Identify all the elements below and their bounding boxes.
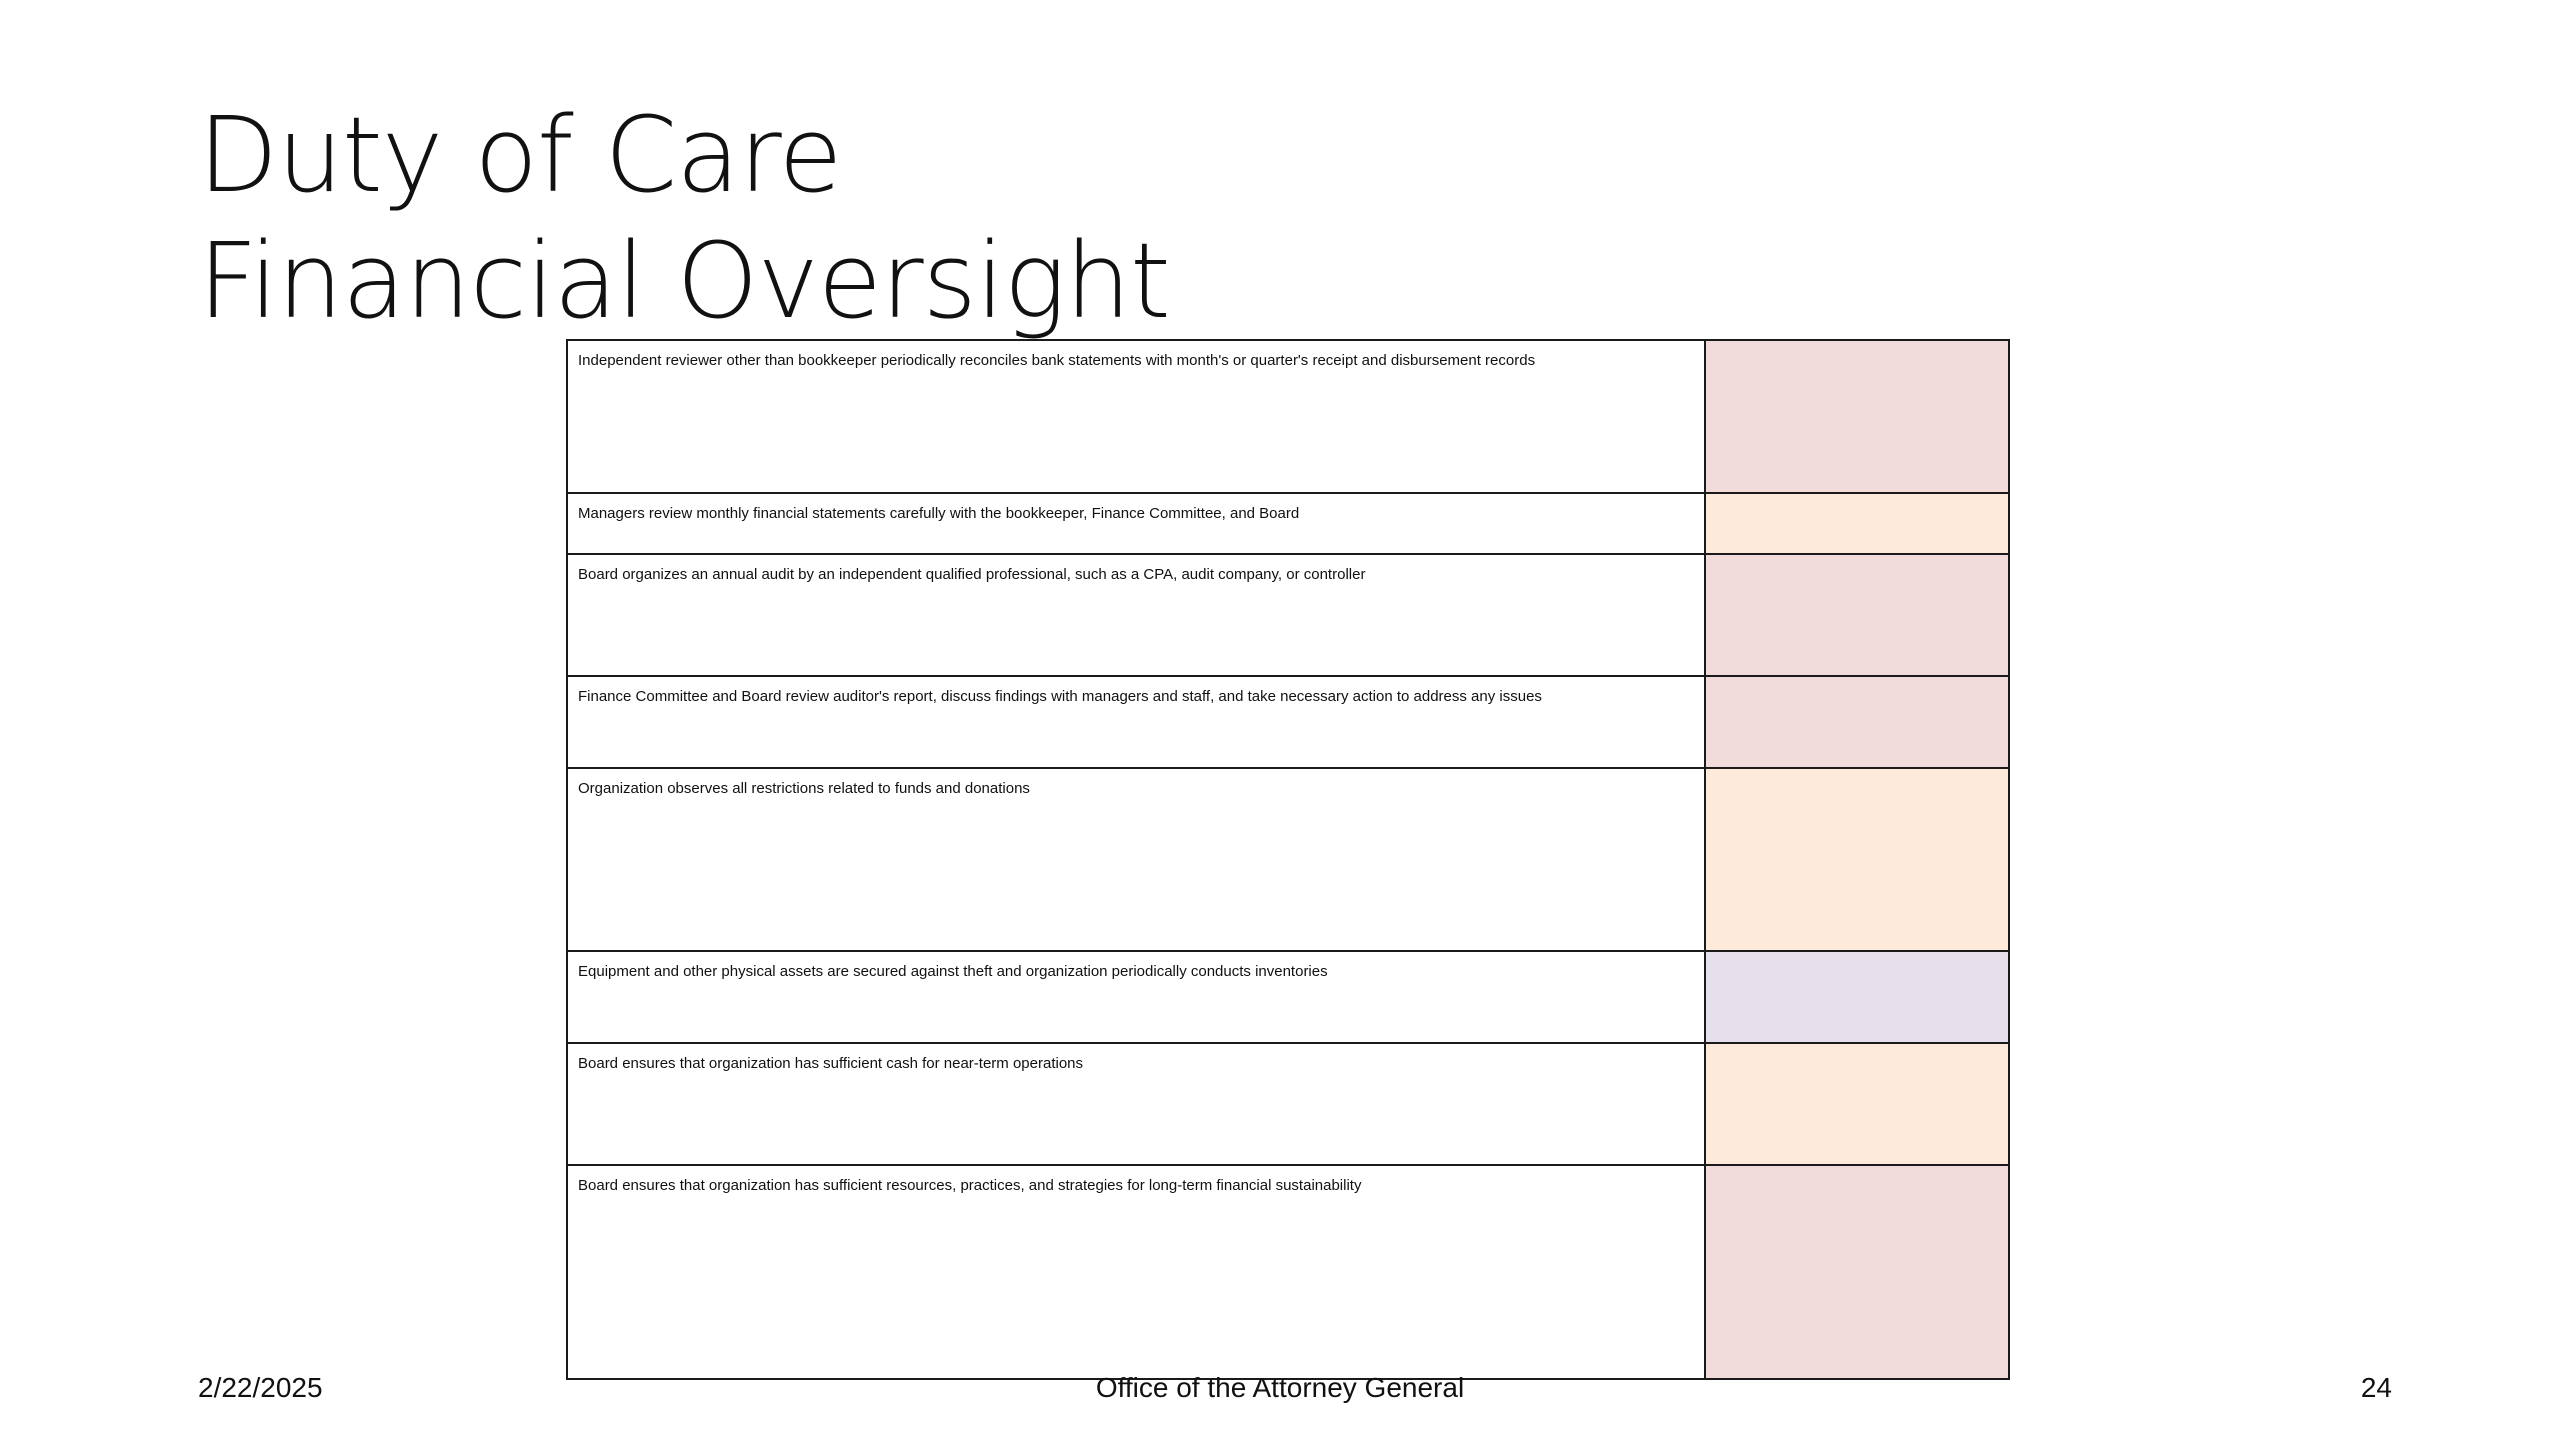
slide-number: 24: [2360, 1372, 2392, 1403]
row-text: Organization observes all restrictions related to funds and donations: [567, 768, 1705, 951]
footer-organization: Office of the Attorney General: [1095, 1372, 1465, 1403]
slide-title-line-1: Duty of Care: [198, 94, 842, 216]
table-row: [567, 676, 2009, 768]
table-row: [567, 768, 2009, 951]
rating-cell[interactable]: [1705, 676, 2009, 768]
table-row: [567, 1043, 2009, 1165]
table-row: [567, 1165, 2009, 1379]
table-row: [567, 554, 2009, 676]
rating-cell[interactable]: [1705, 1165, 2009, 1379]
row-text: Independent reviewer other than bookkeeper periodically reconciles bank statements with month's or quarter's receipt and disbursement records: [567, 340, 1705, 493]
rating-cell[interactable]: [1705, 1043, 2009, 1165]
table-row: [567, 493, 2009, 554]
financial-oversight-table: [566, 339, 2010, 1380]
row-text: Board ensures that organization has sufficient cash for near-term operations: [567, 1043, 1705, 1165]
table-row: [567, 340, 2009, 493]
rating-cell[interactable]: [1705, 340, 2009, 493]
row-text: Equipment and other physical assets are secured against theft and organization periodically conducts inventories: [567, 951, 1705, 1043]
rating-cell[interactable]: [1705, 951, 2009, 1043]
rating-cell[interactable]: [1705, 554, 2009, 676]
row-text: Finance Committee and Board review auditor's report, discuss findings with managers and staff, and take necessary action to address any issues: [567, 676, 1705, 768]
rating-cell[interactable]: [1705, 768, 2009, 951]
rating-cell[interactable]: [1705, 493, 2009, 554]
row-text: Managers review monthly financial statements carefully with the bookkeeper, Finance Committee, and Board: [567, 493, 1705, 554]
row-text: Board ensures that organization has sufficient resources, practices, and strategies for long-term financial sustainability: [567, 1165, 1705, 1379]
row-text: Board organizes an annual audit by an independent qualified professional, such as a CPA, audit company, or controller: [567, 554, 1705, 676]
footer-date: 2/22/2025: [198, 1372, 323, 1403]
slide-title: [198, 92, 1170, 344]
table-row: [567, 951, 2009, 1043]
slide-title-line-2: Financial Oversight: [198, 220, 1170, 342]
